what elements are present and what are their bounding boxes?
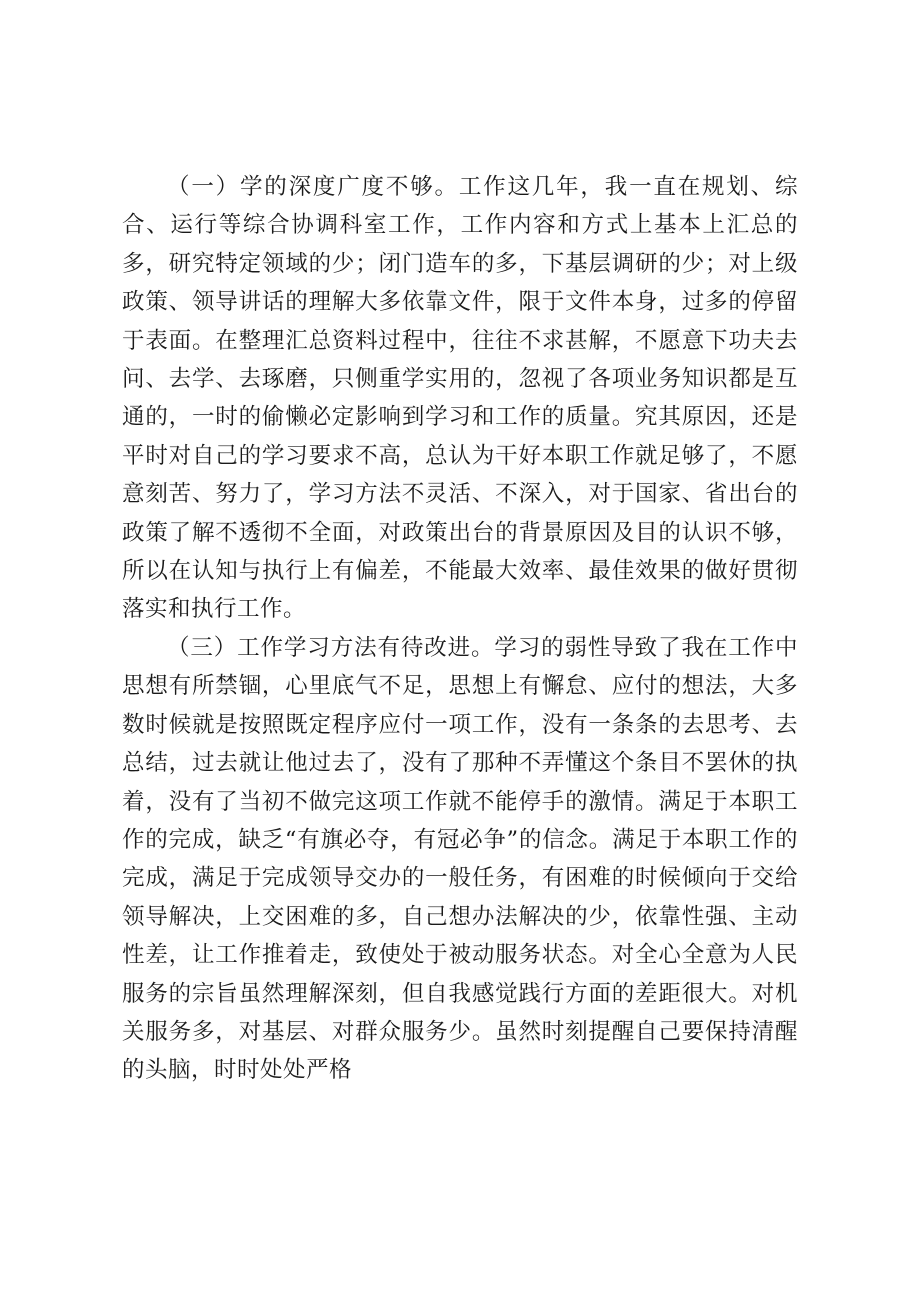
paragraph-work-method: （三）工作学习方法有待改进。学习的弱性导致了我在工作中思想有所禁锢，心里底气不足，思想上有懈怠、应付的想法，大多数时候就是按照既定程序应付一项工作，没有一条条的去思考、去总结，过去就让他过去了，没有了那种不弄懂这个条目不罢休的执着，没有了当初不做完这项工作就不能停手的激情。满足于本职工作的完成，缺乏“有旗必夺，有冠必争”的信念。满足于本职工作的完成，满足于完成领导交办的一般任务，有困难的时候倾向于交给领导解决，上交困难的多，自己想办法解决的少，依靠性强、主动性差，让工作推着走，致使处于被动服务状态。对全心全意为人民服务的宗旨虽然理解深刻，但自我感觉践行方面的差距很大。对机关服务多，对基层、对群众服务少。虽然时刻提醒自己要保持清醒的头脑，时时处处严格 [122, 634, 798, 1084]
paragraph-study-depth: （一）学的深度广度不够。工作这几年，我一直在规划、综合、运行等综合协调科室工作，工作内容和方式上基本上汇总的多，研究特定领域的少；闭门造车的多，下基层调研的少；对上级政策、领导讲话的理解大多依靠文件，限于文件本身，过多的停留于表面。在整理汇总资料过程中，往往不求甚解，不愿意下功夫去问、去学、去琢磨，只侧重学实用的，忽视了各项业务知识都是互通的，一时的偷懒必定影响到学习和工作的质量。究其原因，还是平时对自己的学习要求不高，总认为干好本职工作就足够了，不愿意刻苦、努力了，学习方法不灵活、不深入，对于国家、省出台的政策了解不透彻不全面，对政策出台的背景原因及目的认识不够，所以在认知与执行上有偏差，不能最大效率、最佳效果的做好贯彻落实和执行工作。 [122, 174, 798, 623]
document-body [122, 168, 798, 1090]
